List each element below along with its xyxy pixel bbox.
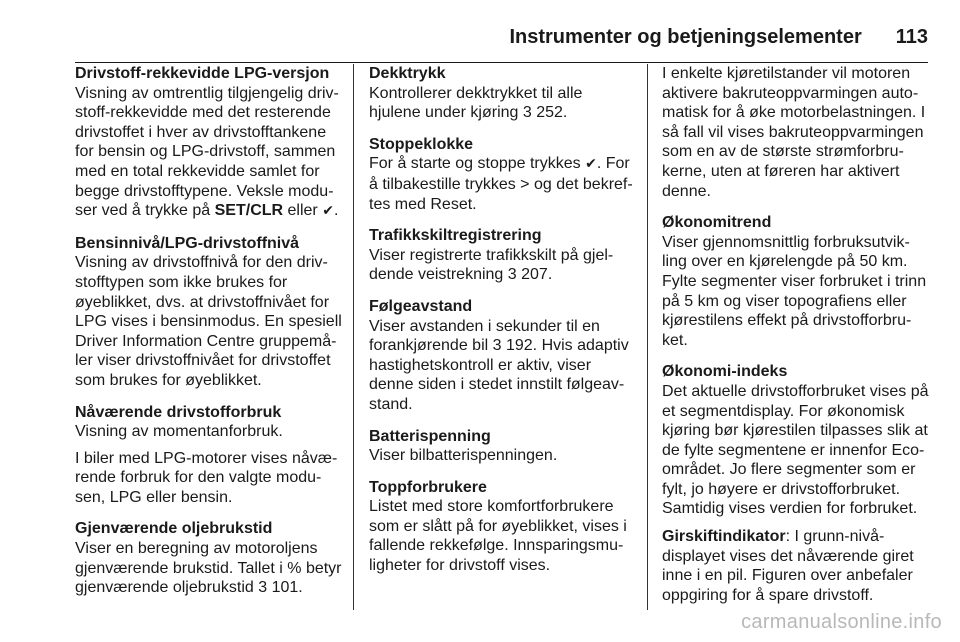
- text-line: I biler med LPG-motorer vises nåvæ-: [75, 449, 338, 467]
- text-line: kjøring bør kjørestilen tilpasses slik at: [662, 422, 928, 440]
- column-divider-2: [647, 64, 648, 610]
- section-fuel-level: [75, 234, 345, 391]
- text-fragment: : I grunn-nivå-: [785, 528, 885, 546]
- text-fragment: . For: [596, 155, 630, 173]
- page-ref-link[interactable]: 207.: [516, 266, 553, 284]
- text-line: Viser gjennomsnittlig forbruksutvik-: [662, 233, 910, 251]
- text-line: hastighetskontroll er aktiv, viser: [369, 356, 592, 374]
- text-fragment: .: [333, 202, 339, 220]
- text-line: sen, LPG eller bensin.: [75, 488, 233, 506]
- text-line: stoff-rekkevidde med det resterende: [75, 104, 331, 122]
- text-line: [369, 336, 637, 356]
- page-ref-link[interactable]: 252.: [531, 104, 568, 122]
- checkmark-icon: ✔: [585, 156, 597, 173]
- text-line: fallende rekkefølge. Innsparingsmu-: [369, 537, 624, 555]
- section-title: Trafikkskiltregistrering: [369, 227, 542, 245]
- text-line: som brukes for øyeblikket.: [75, 371, 262, 389]
- column-divider-1: [353, 64, 354, 610]
- section-title: Økonomitrend: [662, 214, 772, 232]
- text-line: [369, 265, 637, 285]
- text-line: øyeblikket, dvs. at drivstoffnivået for: [75, 293, 330, 311]
- page-ref-link[interactable]: 101.: [267, 579, 303, 597]
- section-title: Bensinnivå/LPG-drivstoffnivå: [75, 234, 300, 252]
- text-fragment: eller: [283, 202, 323, 220]
- text-line: Listet med store komfortforbrukere: [369, 498, 614, 516]
- text-line: som en av de største strømforbru-: [662, 143, 904, 161]
- text-line: matisk for å øke motorbelastningen. I: [662, 104, 926, 122]
- text-line: Det aktuelle drivstofforbruket vises på: [662, 382, 929, 400]
- set-clr-label: SET/CLR: [214, 202, 284, 220]
- text-line: Viser bilbatterispenningen.: [369, 447, 558, 465]
- text-line: I enkelte kjøretilstander vil motoren: [662, 65, 911, 82]
- section-title: Batterispenning: [369, 427, 491, 445]
- text-fragment: hjulene under kjøring: [369, 104, 523, 122]
- page-ref-glyph: 3: [258, 579, 268, 597]
- text-fragment: og det bekref-: [529, 175, 633, 193]
- text-line: ket.: [662, 331, 688, 349]
- checkmark-icon: ✔: [322, 203, 334, 220]
- text-line: Visning av omtrentlig tilgjengelig driv-: [75, 84, 339, 102]
- text-line: gjenværende brukstid. Tallet i % betyr: [75, 559, 342, 577]
- text-line: denne siden i stedet innstilt følgeav-: [369, 376, 625, 394]
- text-line: tes med Reset.: [369, 195, 477, 213]
- text-line: Viser en beregning av motoroljens: [75, 540, 318, 558]
- text-line: Samtidig vises verdien for forbruket.: [662, 500, 918, 518]
- text-line: ling over en kjørelengde på 50 km.: [662, 253, 908, 271]
- page-header: [75, 24, 928, 63]
- watermark: carmanualsonline.info: [741, 611, 942, 633]
- text-line: begge drivstofftypene. Veksle modu-: [75, 182, 334, 200]
- text-line: Viser registrerte trafikkskilt på gjel-: [369, 246, 614, 264]
- text-line: stofftypen som ikke brukes for: [75, 273, 288, 291]
- section-title: Økonomi-indeks: [662, 363, 788, 381]
- text-line: rende forbruk for den valgte modu-: [75, 469, 322, 487]
- section-stopwatch: [369, 135, 637, 214]
- text-line: Fylte segmenter viser forbruket i trinn: [662, 272, 927, 290]
- column-middle: [369, 64, 637, 588]
- page-ref-glyph: 3: [507, 266, 517, 284]
- text-fragment: forankjørende bil: [369, 337, 493, 355]
- section-oil-life: [75, 519, 345, 597]
- text-line: LPG vises i bensinmodus. En spesiell: [75, 313, 342, 331]
- text-line: på 5 km og viser topografiens eller: [662, 292, 907, 310]
- column-left: [75, 64, 345, 610]
- text-line: Kontrollerer dekktrykket til alle: [369, 84, 583, 102]
- section-title: Nåværende drivstofforbruk: [75, 403, 282, 421]
- page-number: 113: [895, 26, 928, 48]
- text-line: ler viser drivstoffnivået for drivstoffet: [75, 352, 331, 370]
- chevron-right-icon: >: [520, 175, 530, 193]
- text-fragment: å tilbakestille trykkes: [369, 175, 521, 193]
- section-current-consumption: [75, 403, 345, 442]
- section-shift-indicator: [662, 527, 934, 605]
- text-line: Driver Information Centre gruppemå-: [75, 332, 337, 350]
- text-line: [369, 175, 637, 195]
- text-line: Viser avstanden i sekunder til en: [369, 317, 600, 335]
- text-line: inne i en pil. Figuren over anbefaler: [662, 567, 913, 585]
- section-economy-trend: [662, 213, 934, 350]
- page-ref-glyph: 3: [492, 337, 502, 355]
- text-line: [75, 578, 345, 598]
- section-title: Stoppeklokke: [369, 135, 474, 153]
- text-line: oppgiring for å spare drivstoff.: [662, 586, 874, 604]
- text-line: [75, 201, 345, 222]
- section-fuel-range-lpg: [75, 64, 345, 222]
- text-line: ligheter for drivstoff vises.: [369, 557, 551, 575]
- paragraph-rear-window-heating: [662, 64, 934, 201]
- text-line: [369, 154, 637, 175]
- column-right: [662, 64, 934, 617]
- text-fragment: dende veistrekning: [369, 266, 508, 284]
- section-title: Gjenværende oljebrukstid: [75, 520, 273, 538]
- paragraph-lpg-consumption: [75, 449, 345, 508]
- text-line: kjørestilens effekt på drivstofforbru-: [662, 312, 912, 330]
- text-line: som er slått på for øyeblikket, vises i: [369, 517, 627, 535]
- section-battery-voltage: [369, 427, 637, 466]
- section-top-consumers: [369, 478, 637, 576]
- section-title: Toppforbrukere: [369, 478, 487, 496]
- section-following-distance: [369, 297, 637, 415]
- section-title: Dekktrykk: [369, 65, 446, 82]
- text-line: med en total rekkevidde samlet for: [75, 162, 320, 180]
- text-fragment: gjenværende oljebrukstid: [75, 579, 259, 597]
- text-line: drivstoffet i hver av drivstofftankene: [75, 123, 327, 141]
- text-fragment: For å starte og stoppe trykkes: [369, 155, 586, 173]
- text-line: fylt, jo høyere er drivstofforbruket.: [662, 480, 901, 498]
- text-line: så fall vil vises bakruteoppvarmingen: [662, 123, 924, 141]
- text-line: Visning av momentanforbruk.: [75, 423, 283, 441]
- page-ref-link[interactable]: 192. Hvis adaptiv: [501, 337, 629, 355]
- text-line: [369, 103, 637, 123]
- section-economy-index: [662, 362, 934, 519]
- text-line: aktivere bakruteoppvarmingen auto-: [662, 84, 919, 102]
- text-line: de fylte segmentene er innenfor Eco-: [662, 441, 925, 459]
- page-title: Instrumenter og betjeningselementer: [509, 26, 862, 48]
- section-tire-pressure: [369, 64, 637, 123]
- text-line: [662, 527, 934, 547]
- text-line: stand.: [369, 395, 413, 413]
- text-line: kerne, uten at føreren har aktivert: [662, 162, 900, 180]
- section-title: Drivstoff-rekkevidde LPG-versjon: [75, 65, 330, 82]
- section-title: Følgeavstand: [369, 297, 473, 315]
- text-fragment: ser ved å trykke på: [75, 202, 215, 220]
- text-line: området. Jo flere segmenter som er: [662, 461, 916, 479]
- section-title-inline: Girskiftindikator: [662, 528, 786, 546]
- text-line: displayet vises det nåværende giret: [662, 547, 914, 565]
- page-ref-glyph: 3: [522, 104, 532, 122]
- text-line: Visning av drivstoffnivå for den driv-: [75, 254, 328, 272]
- section-traffic-sign: [369, 226, 637, 285]
- text-line: for bensin og LPG-drivstoff, sammen: [75, 143, 336, 161]
- text-line: et segmentdisplay. For økonomisk: [662, 402, 905, 420]
- text-line: denne.: [662, 182, 711, 200]
